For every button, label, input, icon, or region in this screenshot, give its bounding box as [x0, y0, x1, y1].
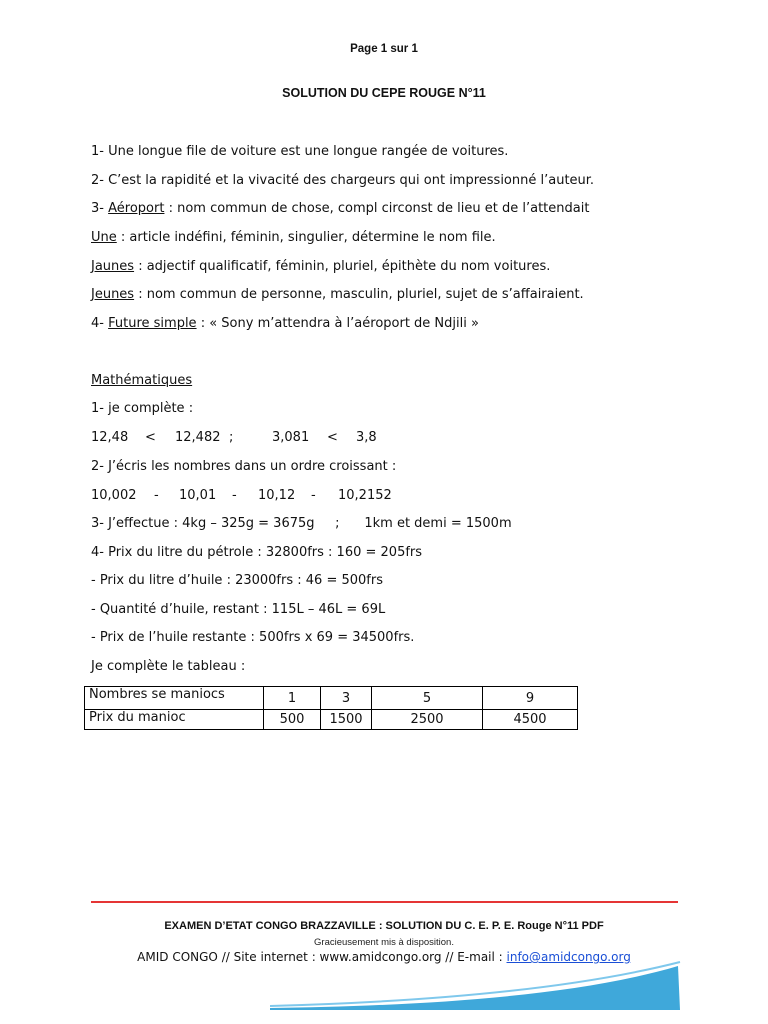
number: 10,01 [179, 488, 217, 503]
number: 12,48 [91, 430, 129, 445]
ordering-row [91, 487, 491, 505]
number: 12,482 [175, 430, 221, 445]
footer-disclaimer: Gracieusement mis à disposition. [314, 937, 454, 948]
math-line-oil-remaining: - Quantité d’huile, restant : 115L – 46L = 69L [91, 602, 386, 617]
comparison-row [91, 429, 491, 447]
line-prefix: 4- [91, 316, 109, 331]
number: 10,2152 [338, 488, 392, 503]
analysis-text: : adjectif qualificatif, féminin, pluriel, épithète du nom voitures. [134, 259, 551, 274]
email-link[interactable]: info@amidcongo.org [506, 950, 631, 964]
symbol: ; [229, 430, 234, 445]
footer-exam-title: EXAMEN D’ETAT CONGO BRAZZAVILLE : SOLUTION DU C. E. P. E. Rouge N°11 PDF [164, 920, 604, 932]
math-line-oil-price: - Prix du litre d’huile : 23000frs : 46 = 500frs [91, 573, 383, 588]
number: 3,081 [272, 430, 310, 445]
table-cell: 4500 [483, 710, 578, 730]
line-prefix: 3- [91, 201, 109, 216]
table-cell: 9 [483, 687, 578, 710]
math-line-oil-total: - Prix de l’huile restante : 500frs x 69 = 34500frs. [91, 630, 415, 645]
answer-line-7 [91, 315, 479, 333]
analysis-text: : article indéfini, féminin, singulier, détermine le nom file. [116, 230, 496, 245]
symbol: < [327, 430, 338, 445]
answer-line-1: 1- Une longue file de voiture est une longue rangée de voitures. [91, 144, 509, 159]
analysed-word: Jeunes [91, 287, 135, 302]
table-cell: 1500 [321, 710, 372, 730]
analysed-word: Future simple [108, 316, 197, 331]
math-question-table: Je complète le tableau : [91, 659, 246, 674]
answer-line-5 [91, 258, 550, 276]
number: 10,002 [91, 488, 137, 503]
footer-divider [91, 901, 678, 903]
number: 10,12 [258, 488, 296, 503]
math-question-3: 3- J’effectue : 4kg – 325g = 3675g ; 1km et demi = 1500m [91, 516, 512, 531]
analysis-text: : « Sony m’attendra à l’aéroport de Ndjili » [196, 316, 479, 331]
number: 3,8 [356, 430, 377, 445]
table-row [85, 687, 578, 710]
footer-contact-text: AMID CONGO // Site internet : www.amidcongo.org // E-mail : [137, 950, 507, 964]
math-question-4: 4- Prix du litre du pétrole : 32800frs : 160 = 205frs [91, 545, 423, 560]
symbol: < [145, 430, 156, 445]
math-question-1: 1- je complète : [91, 401, 194, 416]
table-cell: Prix du manioc [85, 710, 264, 730]
symbol: - [154, 488, 159, 503]
analysed-word: Aéroport [108, 201, 165, 216]
page-number: Page 1 sur 1 [350, 43, 418, 55]
answer-line-2: 2- C’est la rapidité et la vivacité des chargeurs qui ont impressionné l’auteur. [91, 173, 595, 188]
math-question-2: 2- J’écris les nombres dans un ordre croissant : [91, 459, 397, 474]
table-cell: 2500 [372, 710, 483, 730]
table-row [85, 710, 578, 730]
symbol: - [232, 488, 237, 503]
symbol: - [311, 488, 316, 503]
table-cell: 1 [264, 687, 321, 710]
analysed-word: Une [91, 230, 117, 245]
footer-swoosh-decoration [270, 960, 682, 1012]
answer-line-6 [91, 286, 584, 304]
answer-line-4 [91, 229, 496, 247]
table-cell: 5 [372, 687, 483, 710]
analysed-word: Jaunes [91, 259, 135, 274]
table-cell: 3 [321, 687, 372, 710]
table-cell: 500 [264, 710, 321, 730]
answer-line-3 [91, 200, 589, 218]
cassava-table [84, 686, 578, 730]
analysis-text: : nom commun de chose, compl circonst de lieu et de l’attendait [164, 201, 590, 216]
section-heading-maths: Mathématiques [91, 373, 193, 388]
analysis-text: : nom commun de personne, masculin, pluriel, sujet de s’affairaient. [134, 287, 584, 302]
table-cell: Nombres se maniocs [85, 687, 264, 710]
page-title: SOLUTION DU CEPE ROUGE N°11 [282, 86, 486, 100]
